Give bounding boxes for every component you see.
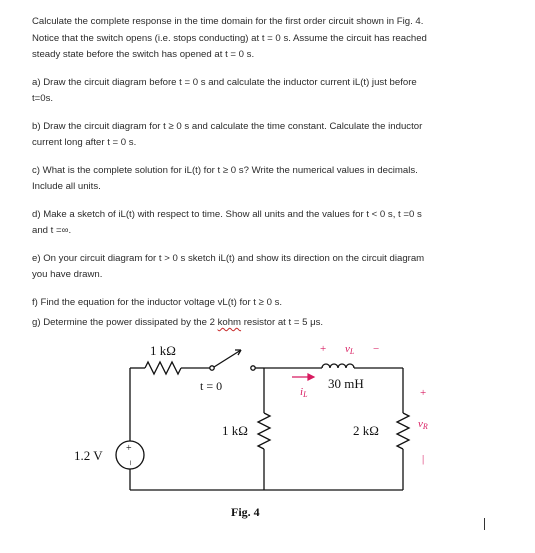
source-plus: + (126, 443, 132, 454)
problem-document (32, 14, 522, 336)
il-subscript: L (303, 390, 308, 399)
switch-time-label: t = 0 (200, 379, 223, 393)
vr-subscript: R (422, 422, 428, 431)
question-a-line-1: a) Draw the circuit diagram before t = 0 s and calculate the inductor current iL(t) just before (32, 76, 417, 88)
vr-symbol: v (418, 418, 423, 430)
current-arrow-head (308, 374, 314, 380)
circuit-wires (116, 350, 409, 490)
question-g-flagged-word: kohm (217, 317, 242, 328)
question-d-line-2: and t =∞. (32, 225, 72, 236)
switch-contact-right (251, 366, 255, 370)
resistor-r2 (258, 413, 270, 449)
intro-line-1: Calculate the complete response in the time domain for the first order circuit shown in Fig. 4. (32, 16, 424, 27)
source-minus: − (124, 460, 135, 466)
inductor-coil (322, 364, 354, 368)
vl-label (345, 343, 355, 356)
circuit-diagram (60, 338, 460, 523)
vr-minus: | (422, 453, 425, 465)
vl-minus: − (373, 343, 380, 355)
vl-subscript: L (349, 347, 355, 356)
current-arrow (292, 374, 314, 380)
question-e-line-1: e) On your circuit diagram for t > 0 s sketch iL(t) and show its direction on the circuit diagram (32, 252, 425, 264)
vl-symbol: v (345, 343, 350, 355)
switch-contact-left (210, 366, 214, 370)
question-b (32, 119, 522, 152)
question-a-line-2: t=0s. (32, 93, 54, 104)
question-e-line-2: you have drawn. (32, 269, 103, 280)
question-b-line-1: b) Draw the circuit diagram for t ≥ 0 s and calculate the time constant. Calculate the inductor (32, 120, 423, 132)
vl-plus: + (320, 343, 327, 355)
question-d (32, 207, 522, 240)
question-b-line-2: current long after t = 0 s. (32, 137, 137, 148)
question-e (32, 251, 522, 284)
vr-plus: + (420, 387, 427, 399)
question-g-pre: g) Determine the power dissipated by the 2 (32, 317, 218, 328)
intro-line-3: steady state before the switch has opened at t = 0 s. (32, 49, 255, 60)
resistor-r3 (397, 413, 409, 449)
source-label: 1.2 V (74, 448, 103, 463)
question-d-line-1: d) Make a sketch of iL(t) with respect to time. Show all units and the values for t < 0 s, t =0 s (32, 208, 422, 220)
figure-caption: Fig. 4 (231, 505, 260, 519)
il-label (300, 386, 308, 399)
question-c-line-1: c) What is the complete solution for iL(t) for t ≥ 0 s? Write the numerical values in decimals. (32, 164, 418, 176)
text-cursor (484, 518, 485, 530)
question-g (32, 315, 522, 332)
inductor-label: 30 mH (328, 376, 364, 391)
question-c-line-2: Include all units. (32, 181, 101, 192)
vr-label (418, 418, 428, 431)
question-c (32, 163, 522, 196)
r1-label: 1 kΩ (150, 343, 176, 358)
question-a (32, 75, 522, 108)
il-symbol: i (300, 386, 304, 398)
question-g-post: resistor at t = 5 μs. (241, 317, 324, 328)
r3-label: 2 kΩ (353, 423, 379, 438)
question-f-line: f) Find the equation for the inductor voltage vL(t) for t ≥ 0 s. (32, 296, 283, 308)
intro-paragraph (32, 14, 522, 64)
question-f (32, 295, 522, 312)
intro-line-2: Notice that the switch opens (i.e. stops conducting) at t = 0 s. Assume the circuit has reached (32, 32, 427, 44)
switch-blade (214, 350, 241, 367)
resistor-r1 (145, 362, 181, 374)
r2-label: 1 kΩ (222, 423, 248, 438)
